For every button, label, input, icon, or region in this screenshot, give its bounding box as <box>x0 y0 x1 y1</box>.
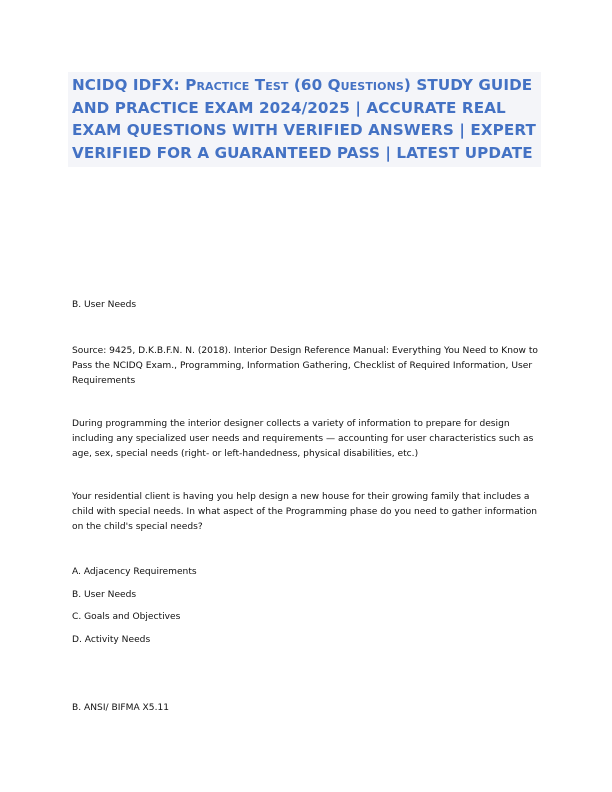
option-a: A. Adjacency Requirements <box>72 567 197 577</box>
option-c: C. Goals and Objectives <box>72 612 181 622</box>
question-text: Your residential client is having you help design a new house for their growing family that includes a child with special needs. In what aspect of the Programming phase do you need to gather information on the child's special needs? <box>72 492 538 532</box>
answer-1: B. User Needs <box>72 300 137 310</box>
answer-2: B. ANSI/ BIFMA X5.11 <box>72 703 170 713</box>
title-block <box>68 72 541 167</box>
title-part-2: Practice Test <box>185 76 289 94</box>
title-part-5: ) STUDY GUIDE AND PRACTICE EXAM 2024/2025 | ACCURATE REAL EXAM QUESTIONS WITH VERIFIED ANSWERS | EXPERT VERIFIED FOR A GUARANTEED PASS | LATEST UPDATE <box>72 76 536 162</box>
explanation-paragraph: During programming the interior designer collects a variety of information to prepare for design including any specialized user needs and requirements — accounting for user characteristics such as age, sex, special needs (right- or left-handedness, physical disabilities, etc.) <box>72 419 534 459</box>
document-title <box>72 74 537 164</box>
option-d: D. Activity Needs <box>72 635 151 645</box>
option-b: B. User Needs <box>72 590 137 600</box>
title-part-1: NCIDQ IDFX: <box>72 76 186 94</box>
source-citation: Source: 9425, D.K.B.F.N. N. (2018). Interior Design Reference Manual: Everything You Need to Know to Pass the NCIDQ Exam., Programming, Information Gathering, Checklist of Required Information, User Requirements <box>72 346 538 386</box>
title-part-3: (60 <box>288 76 328 94</box>
title-part-4: Questions <box>327 76 404 94</box>
